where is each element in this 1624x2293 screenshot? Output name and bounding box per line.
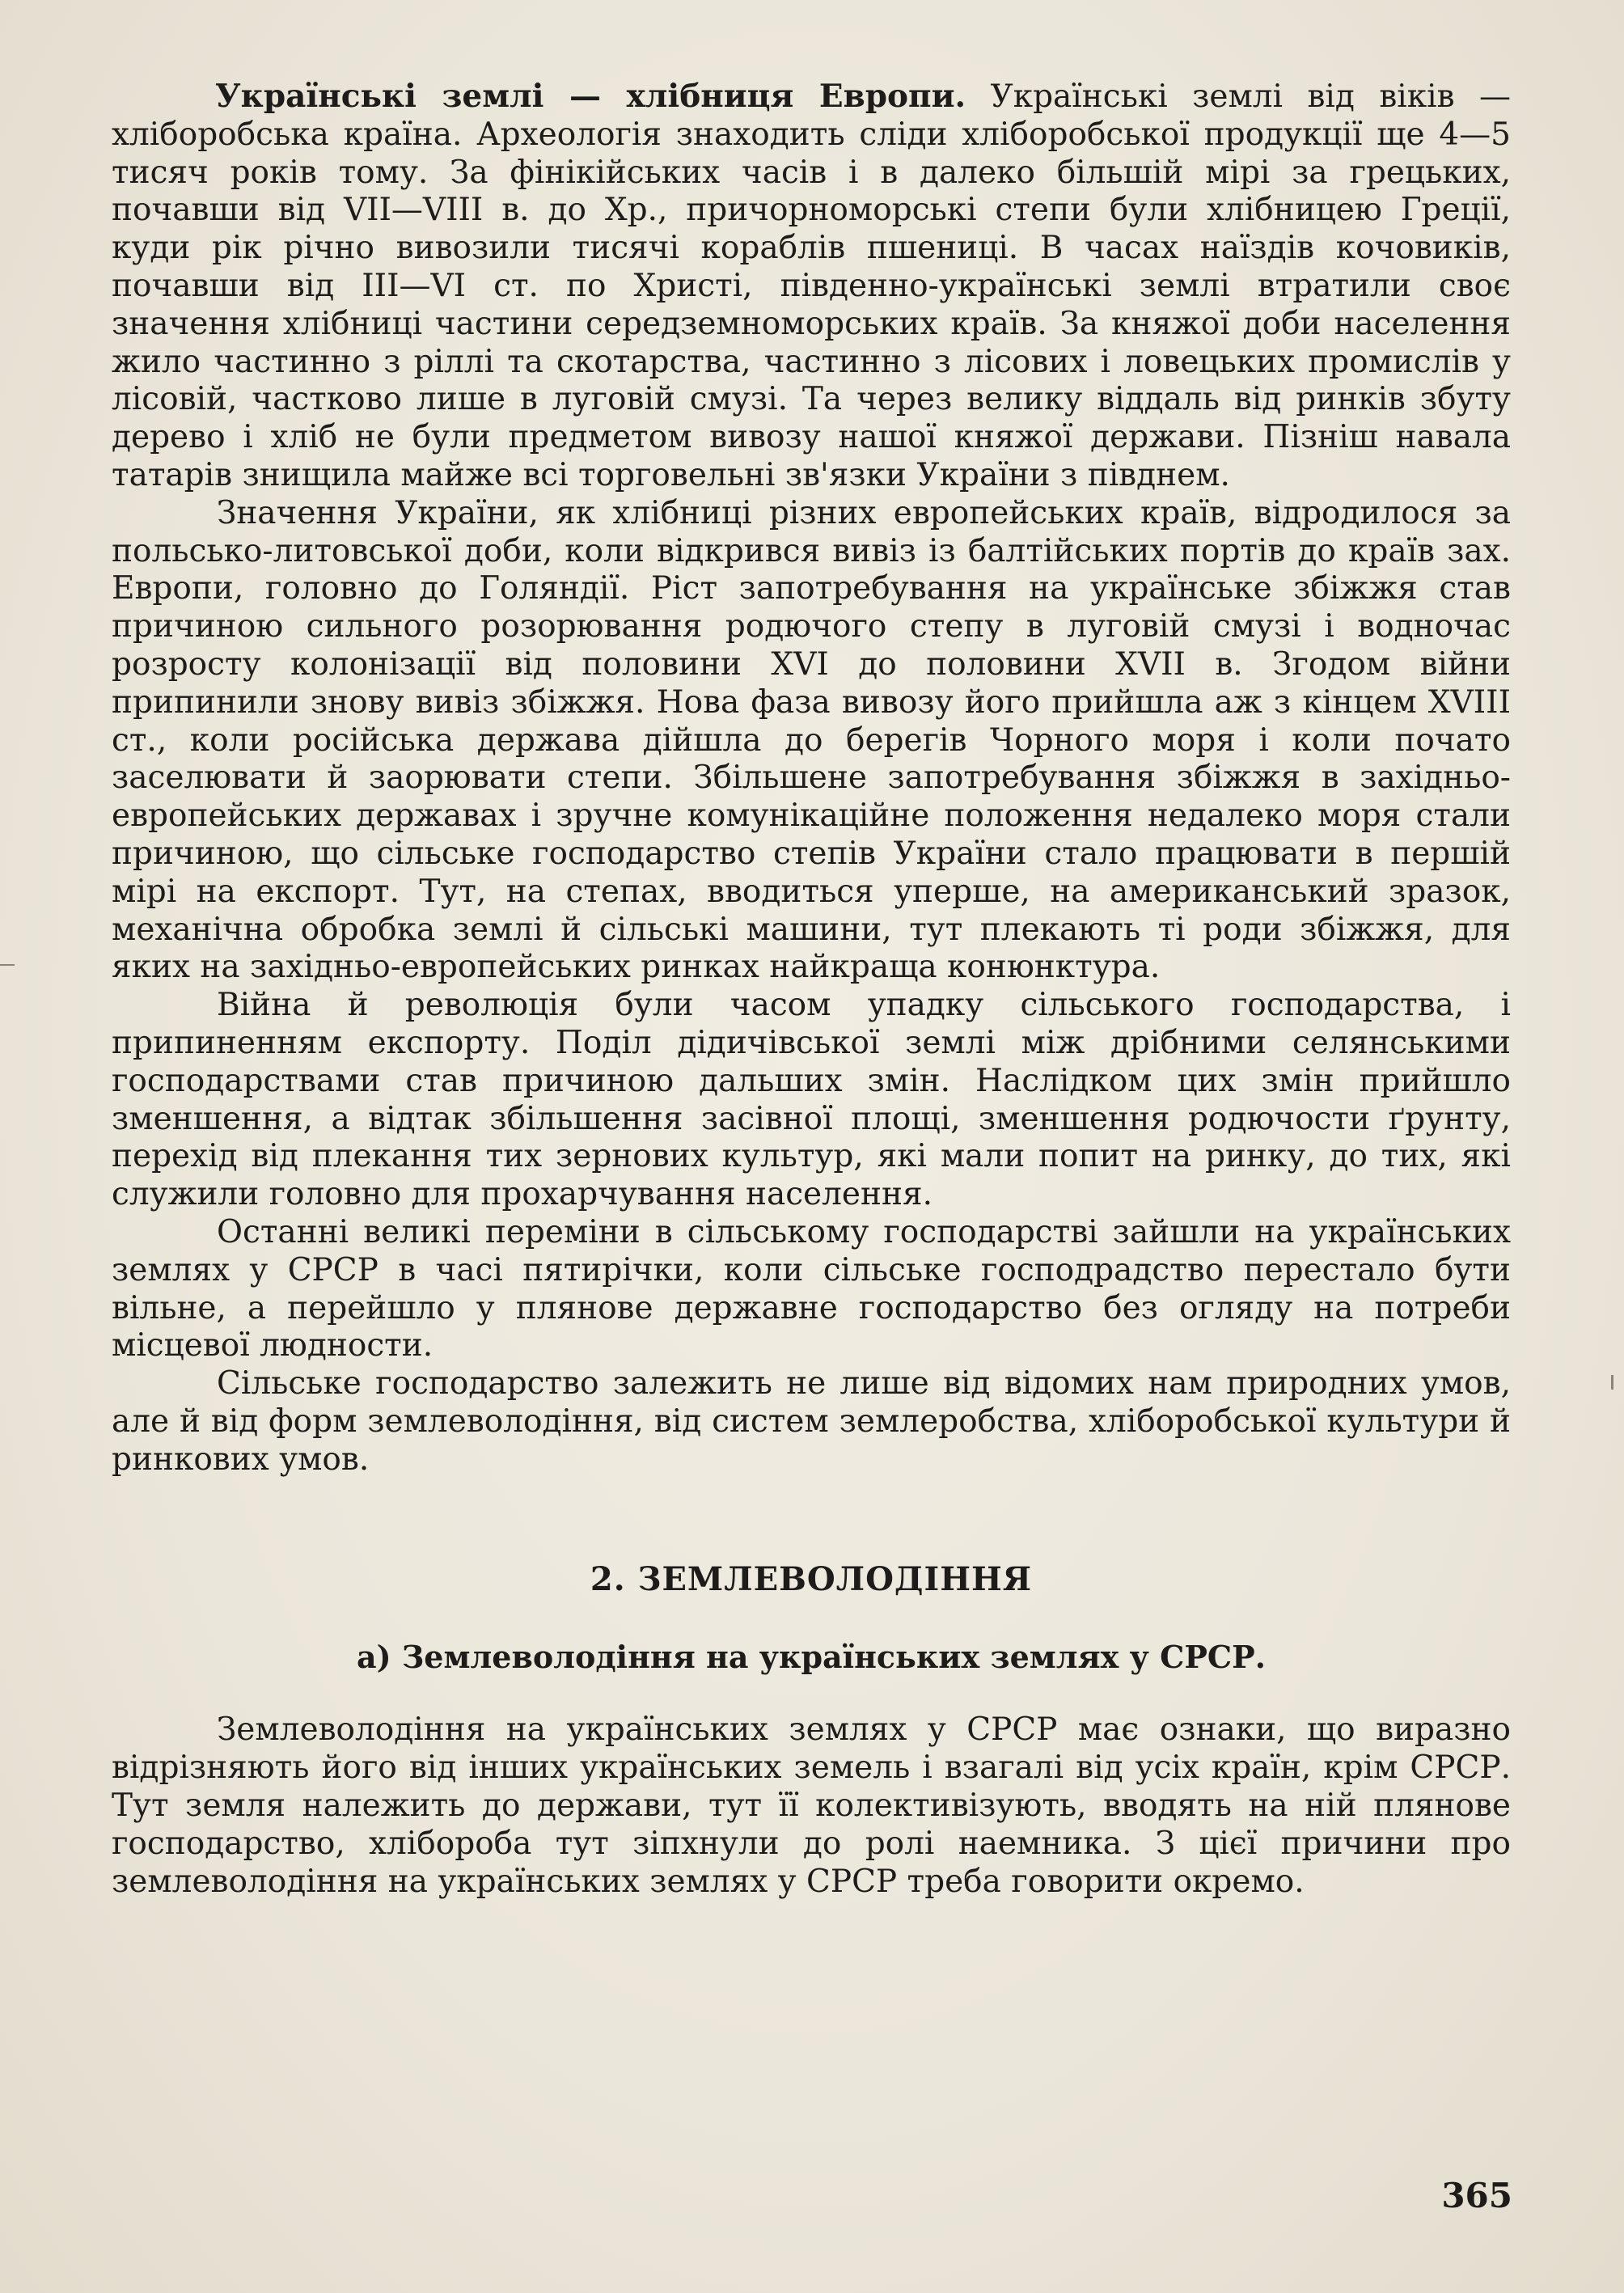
margin-tick-right [1611, 1375, 1613, 1390]
margin-tick-left [0, 964, 15, 966]
section-heading: 2. ЗЕМЛЕВОЛОДІННЯ [590, 1560, 1033, 1599]
page-number: 365 [1441, 2176, 1512, 2215]
paragraph-lead [112, 78, 1511, 495]
paragraph-5: Сільське господарство залежить не лише від відомих нам природних умов, але й від форм землеволодіння, від систем землеробства, хліборобської культури й ринкових умов. [112, 1365, 1511, 1478]
lead-text: Українські землі від віків — хліборобська країна. Археологія знаходить сліди хліборобської продукції ще 4—5 тисяч років тому. За фінікійських часів і в далеко більшій мірі за грецьких, почавши від VII—VIII в. до Хр., причорноморські степи були хлібницею Греції, куди рік річно вивозили тисячі кораблів пшениці. В часах наїздів кочовиків, почавши від III—VI ст. по Христі, південно-українські землі втратили своє значення хлібниці частини середземноморських країв. За княжої доби населення жило частинно з ріллі та скотарства, частинно з лісових і ловецьких промислів у лісовій, частково лише в луговій смузі. Та через велику віддаль від ринків збуту дерево і хліб не були предметом вивозу нашої княжої держави. Пізніш навала татарів знищила майже всі торговельні зв'язки України з півднем. [112, 78, 1511, 493]
text-column [112, 78, 1511, 1901]
paragraph-3: Війна й революція були часом упадку сільського господарства, і припиненням експорту. Поділ дідичівської землі між дрібними селянськими господарствами став причиною дальших змін. Наслідком цих змін прийшло зменшення, а відтак збільшення засівної площі, зменшення родючости ґрунту, перехід від плекання тих зернових культур, які мали попит на ринку, до тих, які служили головно для прохарчування населення. [112, 987, 1511, 1213]
paragraph-4: Останні великі переміни в сільському господарстві зайшли на українських землях у СРСР в часі пятирічки, коли сільське господрадство перестало бути вільне, а перейшло у плянове державне господарство без огляду на потреби місцевої людности. [112, 1213, 1511, 1364]
paragraph-2: Значення України, як хлібниці різних европейських країв, відродилося за польсько-литовської доби, коли відкрився вивіз із балтійських портів до країв зах. Европи, головно до Голяндії. Ріст запотребування на українське збіжжя став причиною сильного розорювання родючого степу в луговій смузі і водночас розросту колонізації від половини XVI до половини XVII в. Згодом війни припинили знову вивіз збіжжя. Нова фаза вивозу його прийшла аж з кінцем XVIII ст., коли російська держава дійшла до берегів Чорного моря і коли почато заселювати й заорювати степи. Збільшене запотребування збіжжя в західньо-европейських державах і зручне комунікаційне положення недалеко моря стали причиною, що сільське господарство степів України стало працювати в першій мірі на експорт. Тут, на степах, вводиться уперше, на американський зразок, механічна обробка землі й сільські машини, тут плекають ті роди збіжжя, для яких на західньо-европейських ринках найкраща конюнктура. [112, 494, 1511, 986]
section-paragraph-1: Землеволодіння на українських землях у СРСР має ознаки, що виразно відрізняють його від інших українських земель і взагалі від усіх країн, крім СРСР. Тут земля належить до держави, тут її колективізують, вводять на ній плянове господарство, хлібороба тут зіпхнули до ролі наемника. З цієї причини про землеволодіння на українських землях у СРСР треба говорити окремо. [112, 1711, 1511, 1900]
lead-title: Українські землі — хлібниця Европи. [215, 78, 966, 115]
section-subheading: а) Землеволодіння на українських землях у СРСР. [357, 1639, 1266, 1676]
